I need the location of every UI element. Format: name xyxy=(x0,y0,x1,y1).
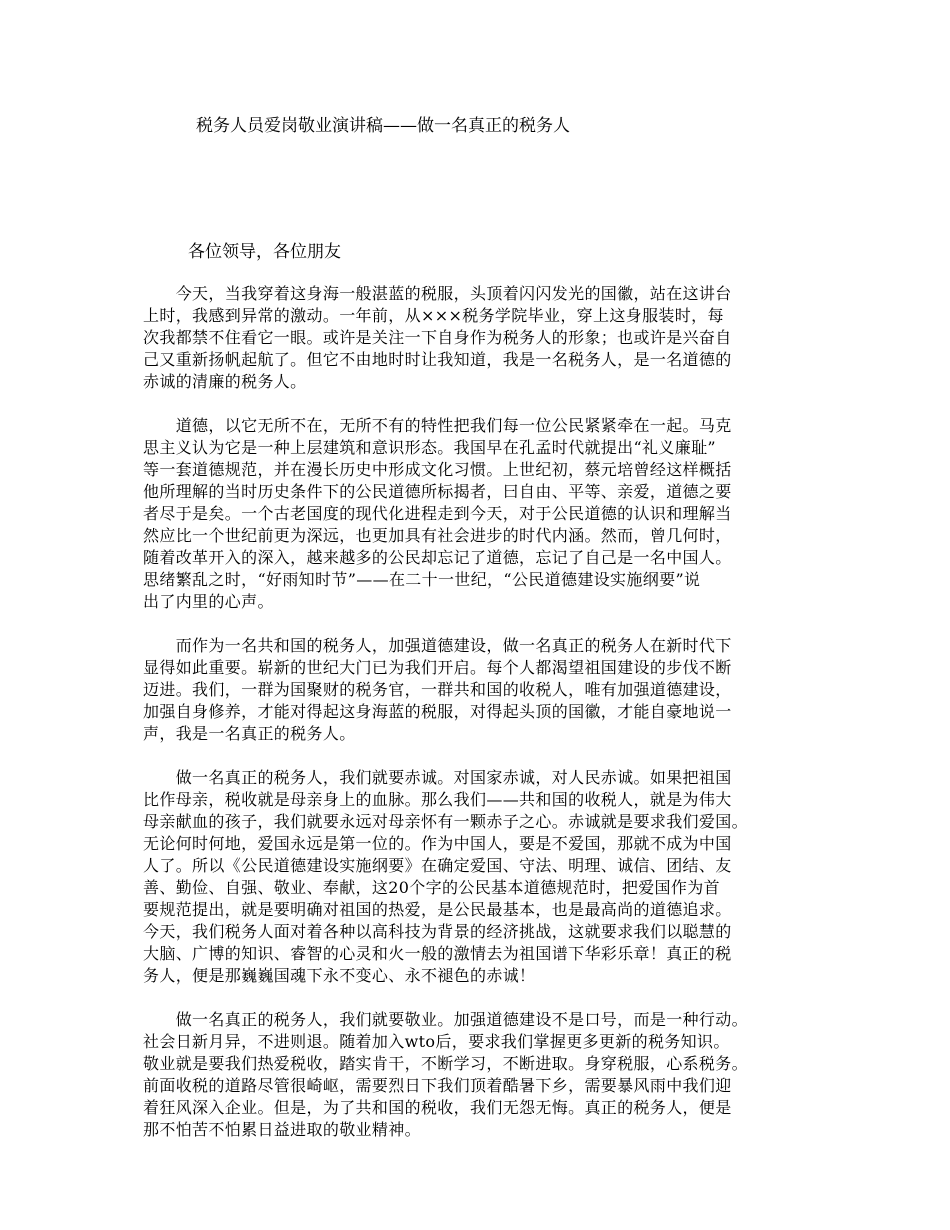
paragraph-line: 随着改革开入的深入，越来越多的公民却忘记了道德，忘记了自己是一名中国人。 xyxy=(143,548,732,567)
paragraph-line: 前面收税的道路尽管很崎岖，需要烈日下我们顶着酷暑下乡，需要暴风雨中我们迎 xyxy=(143,1076,732,1095)
paragraph-line: 己又重新扬帆起航了。但它不由地时时让我知道，我是一名税务人，是一名道德的 xyxy=(143,350,732,369)
paragraph-line: 迈进。我们，一群为国聚财的税务官，一群共和国的收税人，唯有加强道德建设， xyxy=(143,680,732,699)
paragraph-line: 者尽于是矣。一个古老国度的现代化进程走到今天，对于公民道德的认识和理解当 xyxy=(143,504,732,523)
paragraph xyxy=(143,1009,813,1141)
paragraph-line: 着狂风深入企业。但是，为了共和国的税收，我们无怨无悔。真正的税务人，便是 xyxy=(143,1098,732,1117)
paragraph-line: 思主义认为它是一种上层建筑和意识形态。我国早在孔孟时代就提出“礼义廉耻” xyxy=(143,438,716,457)
paragraph-line: 他所理解的当时历史条件下的公民道德所标揭者，曰自由、平等、亲爱，道德之要 xyxy=(143,482,732,501)
paragraph xyxy=(143,767,813,987)
paragraph-line: 显得如此重要。崭新的世纪大门已为我们开启。每个人都渴望祖国建设的步伐不断 xyxy=(143,658,732,677)
paragraph-line: 次我都禁不住看它一眼。或许是关注一下自身作为税务人的形象；也或许是兴奋自 xyxy=(143,328,732,347)
paragraph-line: 等一套道德规范，并在漫长历史中形成文化习惯。上世纪初，蔡元培曾经这样概括 xyxy=(143,460,732,479)
document-body xyxy=(143,283,813,1163)
paragraph-line: 道德，以它无所不在，无所不有的特性把我们每一位公民紧紧牵在一起。马克 xyxy=(143,416,732,435)
paragraph-line: 那不怕苦不怕累日益进取的敬业精神。 xyxy=(143,1120,421,1139)
paragraph xyxy=(143,283,813,393)
paragraph-line: 思绪繁乱之时，“好雨知时节”——在二十一世纪，“公民道德建设实施纲要”说 xyxy=(143,570,701,589)
paragraph-line: 要规范提出，就是要明确对祖国的热爱，是公民最基本，也是最高尚的道德追求。 xyxy=(143,900,732,919)
paragraph-line: 敬业就是要我们热爱税收，踏实肯干，不断学习，不断进取。身穿税服，心系税务。 xyxy=(143,1054,748,1073)
paragraph-line: 做一名真正的税务人，我们就要赤诚。对国家赤诚，对人民赤诚。如果把祖国 xyxy=(143,768,732,787)
paragraph-line: 人了。所以《公民道德建设实施纲要》在确定爱国、守法、明理、诚信、团结、友 xyxy=(143,856,732,875)
paragraph-line: 做一名真正的税务人，我们就要敬业。加强道德建设不是口号，而是一种行动。 xyxy=(143,1010,748,1029)
paragraph-line: 赤诚的清廉的税务人。 xyxy=(143,372,307,391)
paragraph-line: 然应比一个世纪前更为深远，也更加具有社会进步的时代内涵。然而，曾几何时， xyxy=(143,526,732,545)
paragraph-line: 出了内里的心声。 xyxy=(143,592,274,611)
paragraph-line: 今天，当我穿着这身海一般湛蓝的税服，头顶着闪闪发光的国徽，站在这讲台 xyxy=(143,284,732,303)
paragraph-line: 比作母亲，税收就是母亲身上的血脉。那么我们——共和国的收税人，就是为伟大 xyxy=(143,790,732,809)
paragraph-line: 社会日新月异，不进则退。随着加入wto后，要求我们掌握更多更新的税务知识。 xyxy=(143,1032,730,1051)
greeting: 各位领导，各位朋友 xyxy=(188,242,341,262)
paragraph-line: 务人，便是那巍巍国魂下永不变心、永不褪色的赤诚！ xyxy=(143,966,536,985)
paragraph-line: 声，我是一名真正的税务人。 xyxy=(143,724,356,743)
paragraph-line: 而作为一名共和国的税务人，加强道德建设，做一名真正的税务人在新时代下 xyxy=(143,636,732,655)
paragraph-line: 无论何时何地，爱国永远是第一位的。作为中国人，要是不爱国，那就不成为中国 xyxy=(143,834,732,853)
paragraph-line: 大脑、广博的知识、睿智的心灵和火一般的激情去为祖国谱下华彩乐章！真正的税 xyxy=(143,944,732,963)
paragraph-line: 加强自身修养，才能对得起这身海蓝的税服，对得起头顶的国徽，才能自豪地说一 xyxy=(143,702,732,721)
paragraph xyxy=(143,635,813,745)
paragraph xyxy=(143,415,813,613)
paragraph-line: 上时，我感到异常的激动。一年前，从×××税务学院毕业，穿上这身服装时，每 xyxy=(143,306,724,325)
paragraph-line: 今天，我们税务人面对着各种以高科技为背景的经济挑战，这就要求我们以聪慧的 xyxy=(143,922,732,941)
paragraph-line: 善、勤俭、自强、敬业、奉献，这20个字的公民基本道德规范时，把爱国作为首 xyxy=(143,878,720,897)
document-title: 税务人员爱岗敬业演讲稿——做一名真正的税务人 xyxy=(196,116,570,136)
paragraph-line: 母亲献血的孩子，我们就要永远对母亲怀有一颗赤子之心。赤诚就是要求我们爱国。 xyxy=(143,812,748,831)
